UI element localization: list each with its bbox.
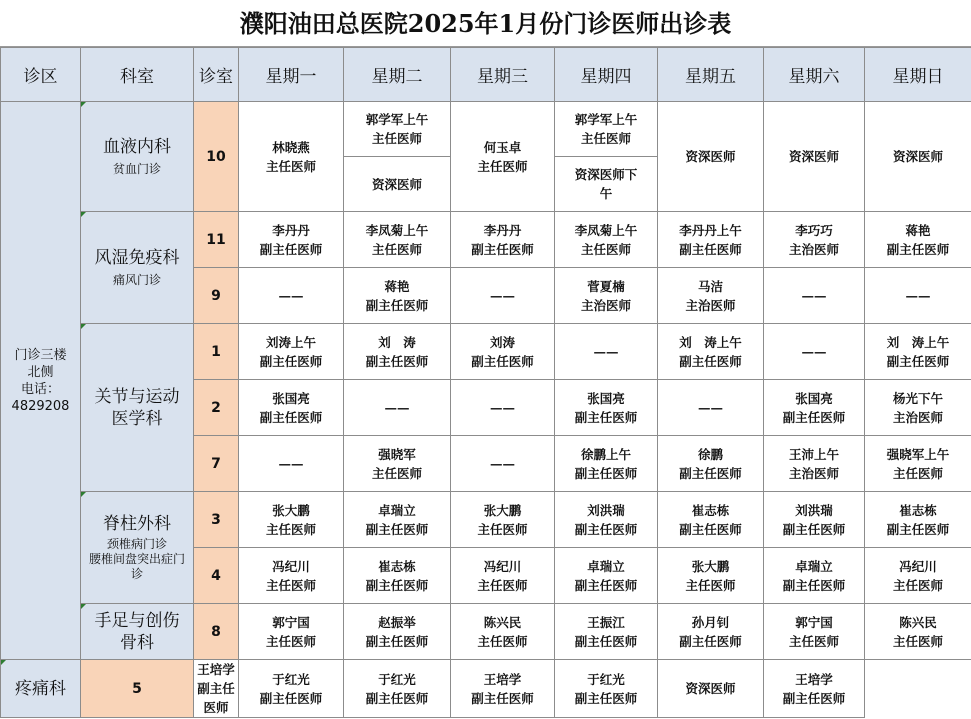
schedule-cell: 蒋艳 副主任医师 [865, 212, 971, 268]
dept-sub: 颈椎病门诊 腰椎间盘突出症门诊 [88, 537, 185, 581]
zone-cell [1, 102, 81, 660]
room-number: 7 [194, 436, 239, 492]
schedule-cell: 李丹丹 副主任医师 [451, 212, 555, 268]
dept-hand-foot-trauma [81, 604, 194, 660]
dept-name: 脊柱外科 [103, 514, 171, 534]
schedule-cell: 王沛上午 主治医师 [764, 436, 865, 492]
schedule-cell: 郭宁国 主任医师 [239, 604, 344, 660]
schedule-cell: 徐鹏上午 副主任医师 [555, 436, 658, 492]
schedule-cell: 刘 涛上午 副主任医师 [658, 324, 764, 380]
schedule-cell: 卓瑞立 副主任医师 [764, 548, 865, 604]
schedule-cell: 于红光 副主任医师 [344, 660, 451, 718]
schedule-cell: 王振江 副主任医师 [555, 604, 658, 660]
schedule-cell: 刘洪瑞 副主任医师 [555, 492, 658, 548]
schedule-cell: —— [239, 436, 344, 492]
header-mon: 星期一 [239, 48, 344, 102]
room-number: 8 [194, 604, 239, 660]
schedule-cell: 资深医师 [658, 660, 764, 718]
schedule-cell: 刘 涛上午 副主任医师 [865, 324, 971, 380]
schedule-cell: 资深医师 [865, 102, 971, 212]
schedule-cell: 李丹丹 副主任医师 [239, 212, 344, 268]
schedule-cell: —— [344, 380, 451, 436]
dept-sub: 痛风门诊 [112, 273, 161, 287]
schedule-cell: 强晓军 主任医师 [344, 436, 451, 492]
schedule-cell: 孙月钊 副主任医师 [658, 604, 764, 660]
table-row-room-5 [1, 660, 971, 718]
schedule-cell: 资深医师 [344, 157, 451, 212]
room-number: 2 [194, 380, 239, 436]
schedule-cell: 张国亮 副主任医师 [555, 380, 658, 436]
schedule-cell: 于红光 副主任医师 [555, 660, 658, 718]
schedule-cell: 陈兴民 主任医师 [865, 604, 971, 660]
schedule-cell: 刘 涛 副主任医师 [344, 324, 451, 380]
schedule-cell: 马洁 主治医师 [658, 268, 764, 324]
schedule-cell: 刘涛上午 副主任医师 [239, 324, 344, 380]
schedule-cell: —— [764, 268, 865, 324]
schedule-cell: 资深医师下 午 [555, 157, 658, 212]
schedule-cell: 卓瑞立 副主任医师 [344, 492, 451, 548]
page-title: 濮阳油田总医院2025年1月份门诊医师出诊表 [0, 0, 971, 47]
schedule-cell: 赵振举 副主任医师 [344, 604, 451, 660]
room-number: 3 [194, 492, 239, 548]
table-row-room-11 [1, 212, 971, 268]
schedule-cell: 张大鹏 主任医师 [658, 548, 764, 604]
schedule-cell: 强晓军上午 主任医师 [865, 436, 971, 492]
header-room: 诊室 [194, 48, 239, 102]
schedule-cell: 崔志栋 副主任医师 [344, 548, 451, 604]
dept-spine-surgery [81, 492, 194, 604]
schedule-cell: 张大鹏 主任医师 [451, 492, 555, 548]
schedule-cell: 李凤菊上午 主任医师 [555, 212, 658, 268]
schedule-cell: —— [764, 324, 865, 380]
schedule-cell: 王培学 副主任医师 [451, 660, 555, 718]
schedule-cell: 崔志栋 副主任医师 [865, 492, 971, 548]
schedule-cell: —— [451, 436, 555, 492]
schedule-cell: 菅夏楠 主治医师 [555, 268, 658, 324]
table-row-room-8 [1, 604, 971, 660]
header-fri: 星期五 [658, 48, 764, 102]
schedule-cell: 何玉卓 主任医师 [451, 102, 555, 212]
table-row-room-1 [1, 324, 971, 380]
header-wed: 星期三 [451, 48, 555, 102]
schedule-cell: 郭宁国 主任医师 [764, 604, 865, 660]
schedule-cell: 李凤菊上午 主任医师 [344, 212, 451, 268]
dept-name: 关节与运动医学科 [94, 386, 180, 429]
room-number: 1 [194, 324, 239, 380]
dept-joint-sports-medicine [81, 324, 194, 492]
schedule-cell: 卓瑞立 副主任医师 [555, 548, 658, 604]
header-row [1, 48, 971, 102]
room-number: 11 [194, 212, 239, 268]
table-row-room-3 [1, 492, 971, 548]
header-zone: 诊区 [1, 48, 81, 102]
dept-hematology [81, 102, 194, 212]
schedule-cell: 王培学 副主任医师 [764, 660, 865, 718]
schedule-cell: 张国亮 副主任医师 [239, 380, 344, 436]
schedule-cell: 刘洪瑞 副主任医师 [764, 492, 865, 548]
dept-sub: 贫血门诊 [112, 162, 161, 176]
schedule-cell: 蒋艳 副主任医师 [344, 268, 451, 324]
schedule-cell: 于红光 副主任医师 [239, 660, 344, 718]
header-tue: 星期二 [344, 48, 451, 102]
schedule-cell: 郭学军上午 主任医师 [555, 102, 658, 157]
schedule-cell: 徐鹏 副主任医师 [658, 436, 764, 492]
header-sun: 星期日 [865, 48, 971, 102]
schedule-cell: 冯纪川 主任医师 [865, 548, 971, 604]
schedule-cell: 冯纪川 主任医师 [451, 548, 555, 604]
dept-name: 疼痛科 [15, 678, 66, 699]
schedule-cell: 资深医师 [658, 102, 764, 212]
room-number: 5 [81, 660, 194, 718]
schedule-cell: 刘涛 副主任医师 [451, 324, 555, 380]
schedule-cell: —— [451, 380, 555, 436]
dept-pain [1, 660, 81, 718]
schedule-cell: 李丹丹上午 副主任医师 [658, 212, 764, 268]
schedule-cell: 冯纪川 主任医师 [239, 548, 344, 604]
schedule-cell: —— [451, 268, 555, 324]
schedule-table [0, 47, 971, 718]
table-row-room-10 [1, 102, 971, 157]
schedule-cell: —— [865, 268, 971, 324]
dept-rheumatology [81, 212, 194, 324]
schedule-cell: 崔志栋 副主任医师 [658, 492, 764, 548]
schedule-cell: —— [239, 268, 344, 324]
schedule-cell: —— [555, 324, 658, 380]
schedule-cell: 杨光下午 主治医师 [865, 380, 971, 436]
schedule-cell: —— [658, 380, 764, 436]
schedule-cell: 李巧巧 主治医师 [764, 212, 865, 268]
header-dept: 科室 [81, 48, 194, 102]
schedule-cell: 张国亮 副主任医师 [764, 380, 865, 436]
header-thu: 星期四 [555, 48, 658, 102]
schedule-cell: 资深医师 [764, 102, 865, 212]
schedule-cell: 王培学 副主任医师 [194, 660, 239, 718]
dept-name: 风湿免疫科 [94, 248, 180, 268]
room-number: 4 [194, 548, 239, 604]
dept-name: 手足与创伤骨科 [94, 610, 180, 653]
schedule-cell: 张大鹏 主任医师 [239, 492, 344, 548]
schedule-cell: 林晓燕 主任医师 [239, 102, 344, 212]
zone-text: 门诊三楼 北侧 电话： 4829208 [11, 347, 70, 414]
room-number: 10 [194, 102, 239, 212]
schedule-cell: 郭学军上午 主任医师 [344, 102, 451, 157]
room-number: 9 [194, 268, 239, 324]
dept-name: 血液内科 [103, 137, 171, 157]
header-sat: 星期六 [764, 48, 865, 102]
schedule-cell: 陈兴民 主任医师 [451, 604, 555, 660]
